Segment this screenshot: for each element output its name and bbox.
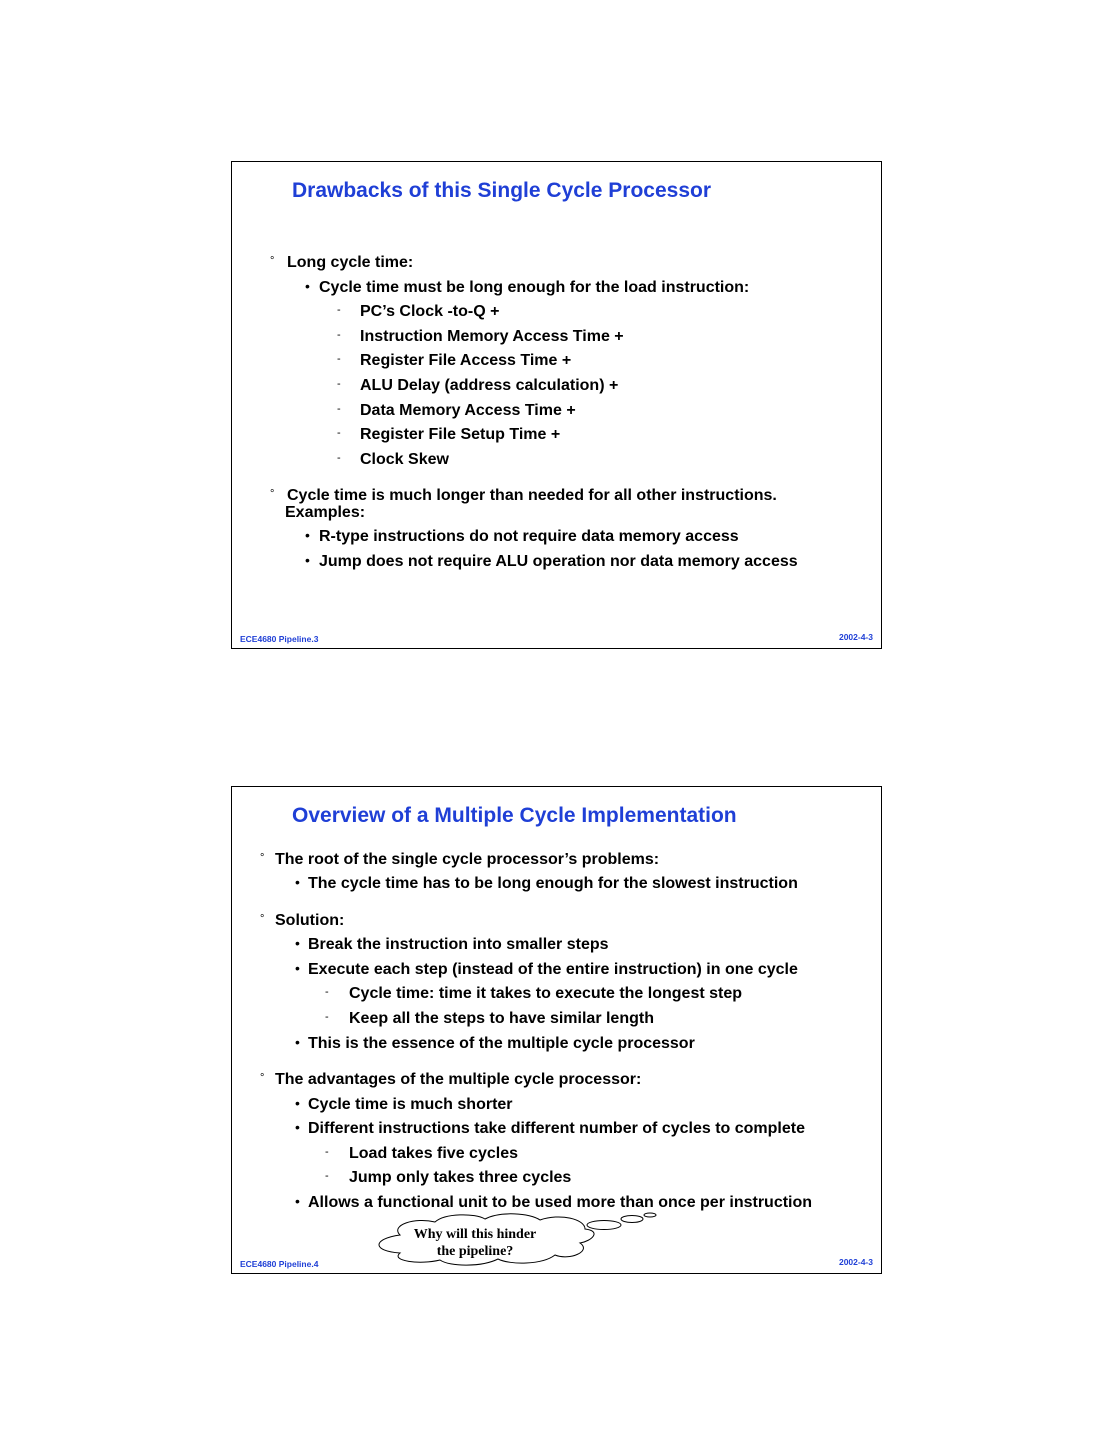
dash-bullet-icon: - bbox=[325, 1011, 329, 1023]
callout-line-2: the pipeline? bbox=[436, 1244, 514, 1259]
dash-bullet-icon: - bbox=[337, 378, 341, 390]
bullet-text-level-0: Solution: bbox=[275, 912, 345, 929]
degree-bullet-icon: ° bbox=[260, 852, 265, 864]
footer-date: 2002-4-3 bbox=[838, 632, 873, 642]
dot-bullet-icon: • bbox=[295, 1193, 300, 1209]
bullet-text-level-1: Execute each step (instead of the entire instruction) in one cycle bbox=[308, 961, 798, 978]
dot-bullet-icon: • bbox=[295, 1119, 300, 1135]
bullet-text-level-2: Register File Setup Time + bbox=[360, 426, 561, 443]
dash-bullet-icon: - bbox=[337, 427, 341, 439]
slide-pipeline-3 bbox=[231, 161, 882, 649]
bullet-text-level-2: Load takes five cycles bbox=[349, 1145, 518, 1162]
bullet-text-level-2: PC’s Clock -to-Q + bbox=[360, 303, 500, 320]
slide-title: Overview of a Multiple Cycle Implementation bbox=[292, 804, 737, 827]
slide-title: Drawbacks of this Single Cycle Processor bbox=[292, 179, 711, 202]
dash-bullet-icon: - bbox=[325, 1146, 329, 1158]
dot-bullet-icon: • bbox=[295, 1034, 300, 1050]
bullet-text-level-0: Examples: bbox=[285, 504, 366, 521]
dash-bullet-icon: - bbox=[337, 403, 341, 415]
bullet-text-level-1: R-type instructions do not require data memory access bbox=[319, 528, 739, 545]
bullet-text-level-2: Keep all the steps to have similar length bbox=[349, 1010, 654, 1027]
dash-bullet-icon: - bbox=[337, 304, 341, 316]
bullet-text-level-2: Clock Skew bbox=[360, 451, 449, 468]
dot-bullet-icon: • bbox=[295, 1095, 300, 1111]
bullet-text-level-1: Jump does not require ALU operation nor data memory access bbox=[319, 553, 798, 570]
bullet-text-level-0: Long cycle time: bbox=[287, 254, 414, 271]
slide-pipeline-4 bbox=[231, 786, 882, 1274]
bullet-text-level-1: Allows a functional unit to be used more than once per instruction bbox=[308, 1194, 813, 1211]
dot-bullet-icon: • bbox=[295, 960, 300, 976]
bullet-text-level-2: Instruction Memory Access Time + bbox=[360, 328, 624, 345]
callout-line-1: Why will this hinder bbox=[413, 1227, 537, 1242]
bullet-text-level-2: Cycle time: time it takes to execute the longest step bbox=[349, 985, 743, 1002]
bullet-text-level-0: The advantages of the multiple cycle processor: bbox=[275, 1071, 642, 1088]
degree-bullet-icon: ° bbox=[270, 255, 275, 267]
footer-course: ECE4680 Pipeline.4 bbox=[240, 1259, 319, 1269]
bullet-text-level-2: Data Memory Access Time + bbox=[360, 402, 576, 419]
bullet-text-level-1: Cycle time is much shorter bbox=[308, 1096, 513, 1113]
footer-course: ECE4680 Pipeline.3 bbox=[240, 634, 319, 644]
bullet-text-level-1: Different instructions take different number of cycles to complete bbox=[308, 1120, 805, 1137]
bullet-text-level-1: This is the essence of the multiple cycle processor bbox=[308, 1035, 695, 1052]
bullet-text-level-1: Cycle time must be long enough for the load instruction: bbox=[319, 279, 750, 296]
bullet-text-level-2: ALU Delay (address calculation) + bbox=[360, 377, 619, 394]
bullet-text-level-1: Break the instruction into smaller steps bbox=[308, 936, 609, 953]
dot-bullet-icon: • bbox=[305, 278, 310, 294]
bullet-text-level-0: The root of the single cycle processor’s problems: bbox=[275, 851, 660, 868]
bullet-text-level-1: The cycle time has to be long enough for the slowest instruction bbox=[308, 875, 798, 892]
dash-bullet-icon: - bbox=[337, 353, 341, 365]
degree-bullet-icon: ° bbox=[270, 488, 275, 500]
bullet-text-level-0: Cycle time is much longer than needed for all other instructions. bbox=[287, 487, 777, 504]
dot-bullet-icon: • bbox=[295, 935, 300, 951]
footer-date: 2002-4-3 bbox=[838, 1257, 873, 1267]
dash-bullet-icon: - bbox=[325, 986, 329, 998]
dot-bullet-icon: • bbox=[305, 527, 310, 543]
dot-bullet-icon: • bbox=[305, 552, 310, 568]
dash-bullet-icon: - bbox=[337, 452, 341, 464]
bullet-text-level-2: Jump only takes three cycles bbox=[349, 1169, 572, 1186]
dash-bullet-icon: - bbox=[325, 1170, 329, 1182]
bullet-text-level-2: Register File Access Time + bbox=[360, 352, 572, 369]
dot-bullet-icon: • bbox=[295, 874, 300, 890]
degree-bullet-icon: ° bbox=[260, 1072, 265, 1084]
dash-bullet-icon: - bbox=[337, 329, 341, 341]
degree-bullet-icon: ° bbox=[260, 913, 265, 925]
